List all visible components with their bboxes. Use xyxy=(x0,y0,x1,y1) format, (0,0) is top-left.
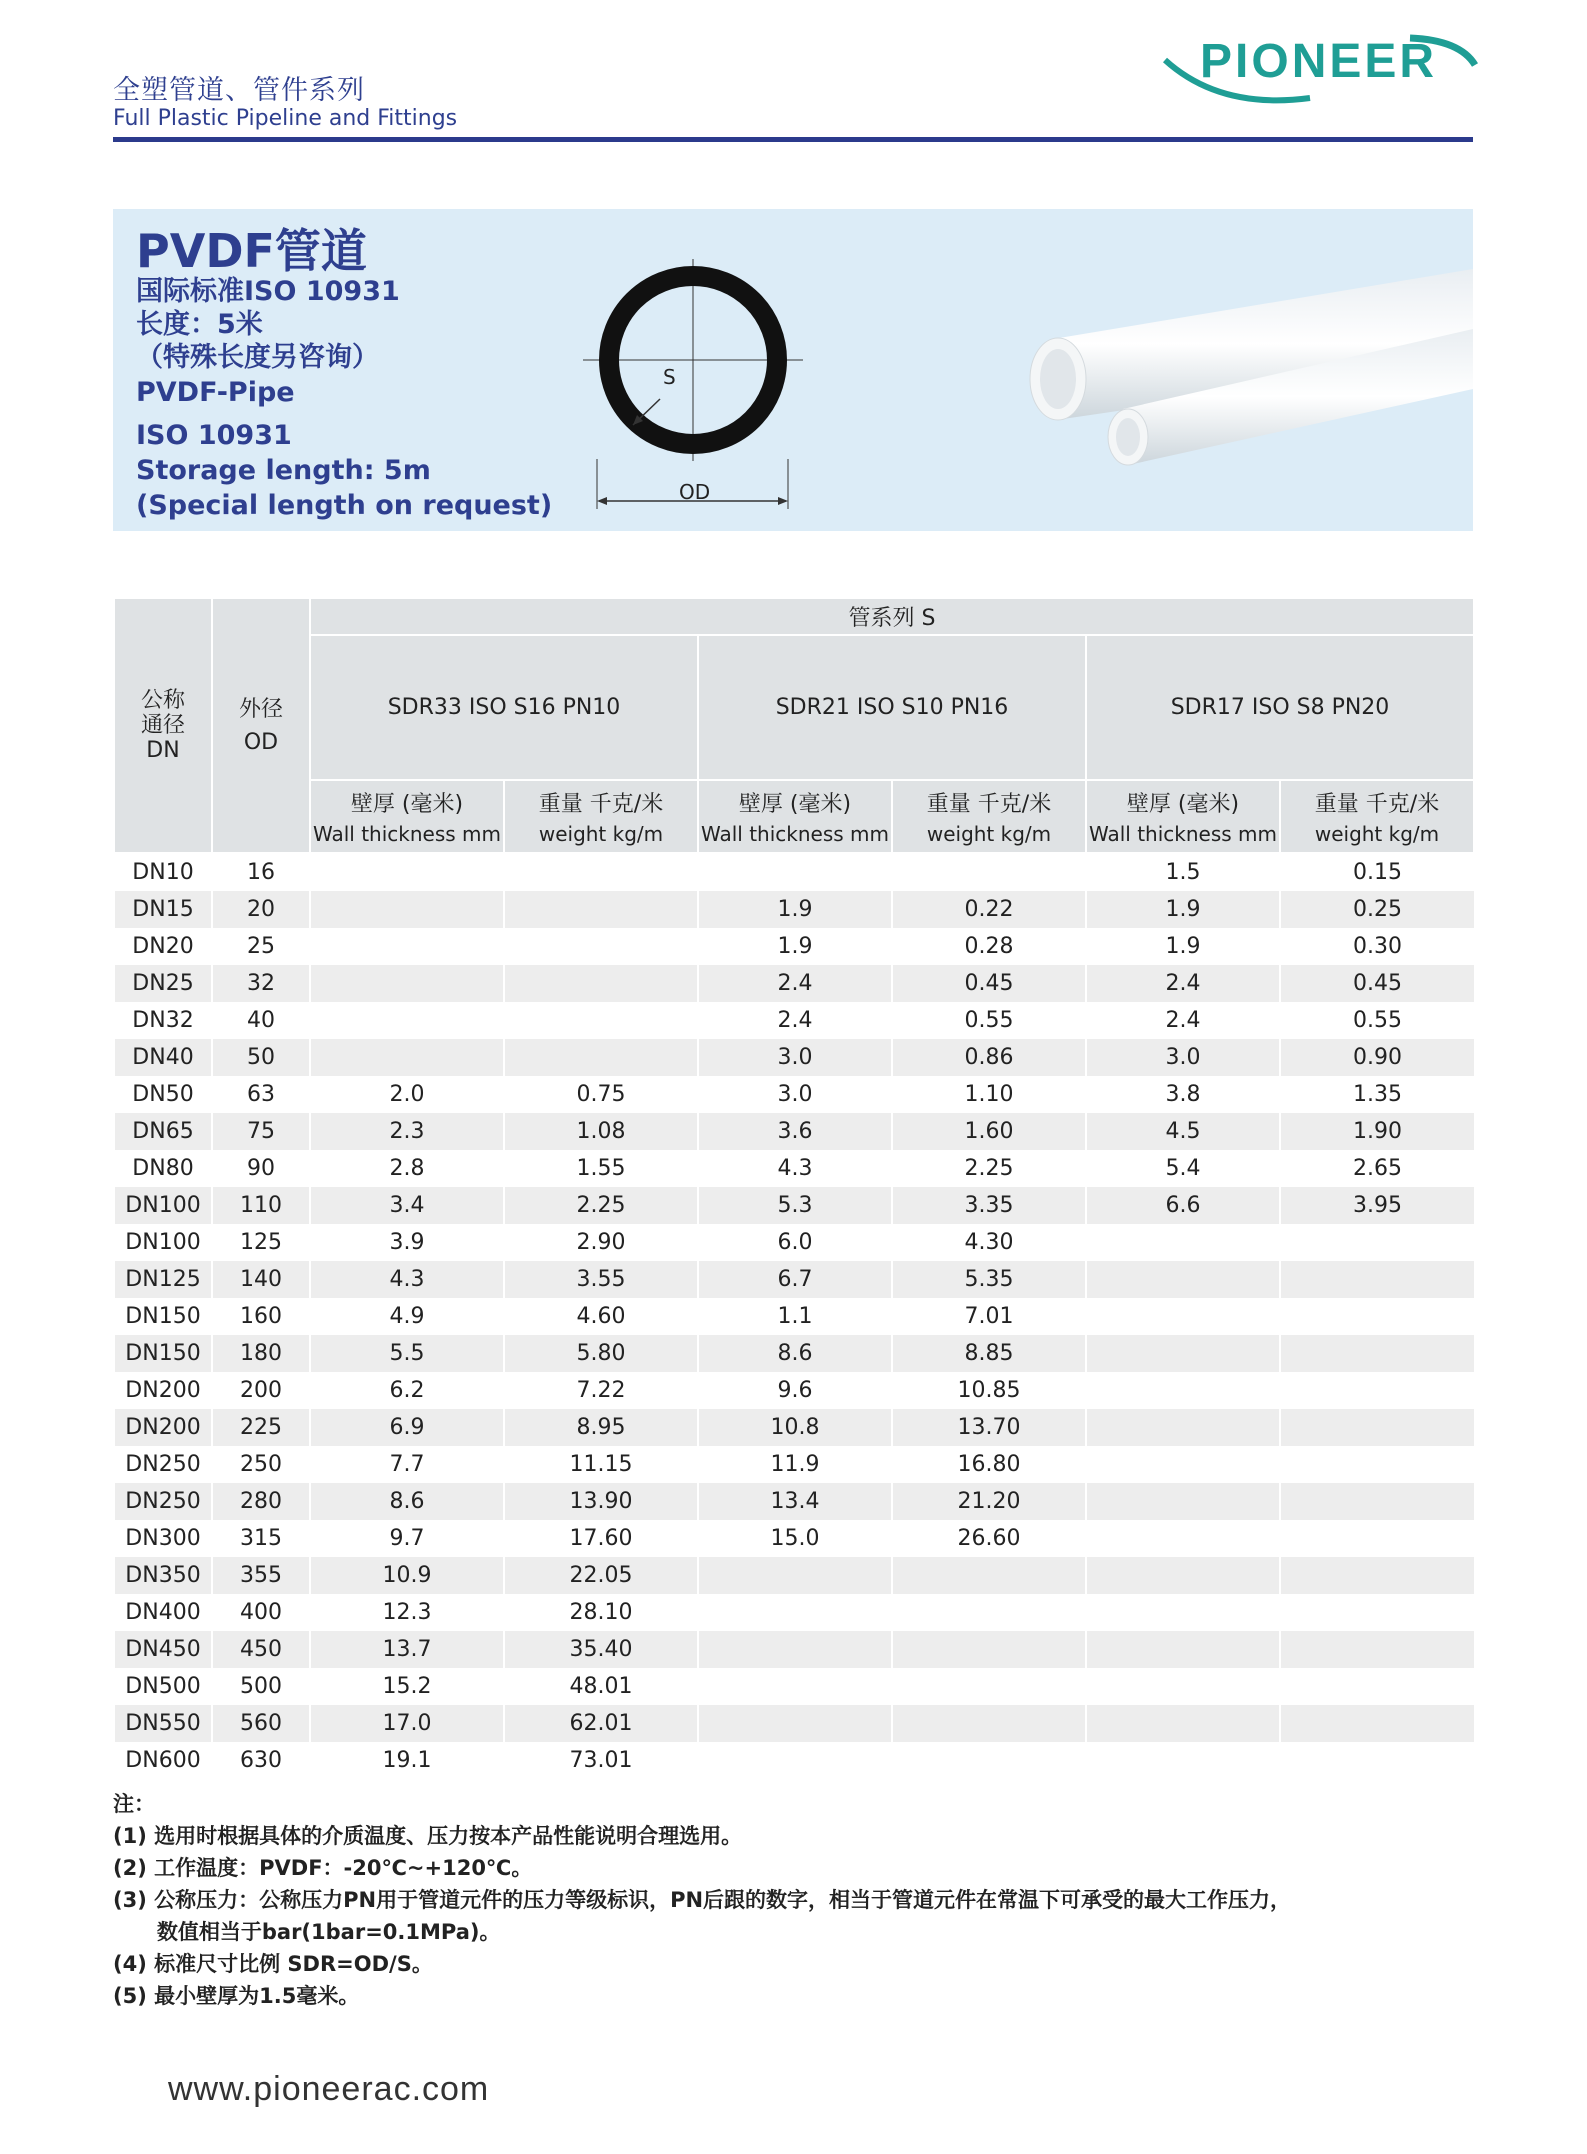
table-cell: 250 xyxy=(212,1446,310,1483)
table-row xyxy=(114,1668,1474,1705)
table-row xyxy=(114,1076,1474,1113)
table-cell: 1.55 xyxy=(504,1150,698,1187)
table-cell: 13.90 xyxy=(504,1483,698,1520)
table-cell xyxy=(1280,1483,1474,1520)
table-cell: 5.5 xyxy=(310,1335,504,1372)
table-cell: 3.6 xyxy=(698,1113,892,1150)
table-row xyxy=(114,1224,1474,1261)
diagram-s-label: S xyxy=(663,365,676,389)
table-cell: 4.60 xyxy=(504,1298,698,1335)
table-cell: 5.4 xyxy=(1086,1150,1280,1187)
table-cell xyxy=(1280,1742,1474,1779)
sub-header-wall: 壁厚 (毫米) Wall thickness mm xyxy=(310,780,504,853)
table-cell: DN200 xyxy=(114,1409,212,1446)
brand-logo xyxy=(1160,20,1480,110)
table-row xyxy=(114,1150,1474,1187)
table-cell xyxy=(698,1705,892,1742)
table-cell: 0.55 xyxy=(892,1002,1086,1039)
table-cell xyxy=(698,1557,892,1594)
table-row xyxy=(114,928,1474,965)
table-cell: 0.86 xyxy=(892,1039,1086,1076)
table-cell: DN200 xyxy=(114,1372,212,1409)
table-cell: 2.0 xyxy=(310,1076,504,1113)
table-cell: 4.3 xyxy=(310,1261,504,1298)
table-cell xyxy=(310,1002,504,1039)
table-cell xyxy=(1280,1372,1474,1409)
table-cell: 9.6 xyxy=(698,1372,892,1409)
table-cell: 2.4 xyxy=(1086,1002,1280,1039)
banner-line-1: 国际标准ISO 10931 xyxy=(136,276,400,307)
table-cell: 1.9 xyxy=(698,891,892,928)
table-cell: 62.01 xyxy=(504,1705,698,1742)
table-cell: DN450 xyxy=(114,1631,212,1668)
table-cell xyxy=(504,1039,698,1076)
group-header-sdr17: SDR17 ISO S8 PN20 xyxy=(1086,635,1474,780)
table-cell: 2.8 xyxy=(310,1150,504,1187)
table-cell: 2.4 xyxy=(1086,965,1280,1002)
table-cell: 26.60 xyxy=(892,1520,1086,1557)
table-cell: 15.2 xyxy=(310,1668,504,1705)
table-cell: 6.2 xyxy=(310,1372,504,1409)
table-cell: 0.28 xyxy=(892,928,1086,965)
table-row xyxy=(114,1335,1474,1372)
table-cell: 315 xyxy=(212,1520,310,1557)
table-cell: 4.3 xyxy=(698,1150,892,1187)
table-cell: 400 xyxy=(212,1594,310,1631)
table-cell: 19.1 xyxy=(310,1742,504,1779)
table-cell: 450 xyxy=(212,1631,310,1668)
table-row xyxy=(114,1113,1474,1150)
table-cell: 50 xyxy=(212,1039,310,1076)
pipe-photo xyxy=(1023,249,1473,524)
table-row xyxy=(114,1409,1474,1446)
table-cell: 8.85 xyxy=(892,1335,1086,1372)
note-line: (3) 公称压力：公称压力PN用于管道元件的压力等级标识，PN后跟的数字，相当于管道元件在常温下可承受的最大工作压力， xyxy=(113,1888,1292,1912)
sub-header-weight: 重量 千克/米 weight kg/m xyxy=(1280,780,1474,853)
table-cell xyxy=(892,1668,1086,1705)
table-cell: 8.6 xyxy=(310,1483,504,1520)
col-header-dn: 公称 通径 DN xyxy=(114,598,212,853)
table-cell: 630 xyxy=(212,1742,310,1779)
table-row xyxy=(114,1483,1474,1520)
table-cell: DN250 xyxy=(114,1483,212,1520)
note-line: 注： xyxy=(113,1792,155,1816)
table-cell xyxy=(1280,1557,1474,1594)
table-cell: 7.22 xyxy=(504,1372,698,1409)
table-cell: 0.55 xyxy=(1280,1002,1474,1039)
table-cell: DN25 xyxy=(114,965,212,1002)
table-cell xyxy=(1086,1557,1280,1594)
table-cell: 280 xyxy=(212,1483,310,1520)
table-cell: 0.45 xyxy=(892,965,1086,1002)
table-cell: 73.01 xyxy=(504,1742,698,1779)
banner-line-6: Storage length: 5m xyxy=(136,455,431,486)
table-cell: 21.20 xyxy=(892,1483,1086,1520)
table-cell xyxy=(1086,1705,1280,1742)
table-cell: DN150 xyxy=(114,1298,212,1335)
table-cell: 1.35 xyxy=(1280,1076,1474,1113)
table-cell: 9.7 xyxy=(310,1520,504,1557)
table-cell: 0.30 xyxy=(1280,928,1474,965)
table-cell: DN600 xyxy=(114,1742,212,1779)
table-cell xyxy=(1280,1335,1474,1372)
table-cell: 1.9 xyxy=(1086,928,1280,965)
table-cell: 32 xyxy=(212,965,310,1002)
table-cell: 0.90 xyxy=(1280,1039,1474,1076)
table-cell: 16.80 xyxy=(892,1446,1086,1483)
table-cell: 560 xyxy=(212,1705,310,1742)
table-cell xyxy=(310,928,504,965)
table-cell xyxy=(1280,1446,1474,1483)
table-cell: DN150 xyxy=(114,1335,212,1372)
table-cell: DN500 xyxy=(114,1668,212,1705)
table-cell xyxy=(698,1668,892,1705)
table-cell: 355 xyxy=(212,1557,310,1594)
table-cell: 3.8 xyxy=(1086,1076,1280,1113)
table-row xyxy=(114,1557,1474,1594)
table-cell: 13.4 xyxy=(698,1483,892,1520)
brand-name: PIONEER xyxy=(1200,35,1438,88)
table-cell: DN20 xyxy=(114,928,212,965)
table-row xyxy=(114,1298,1474,1335)
table-cell: 5.80 xyxy=(504,1335,698,1372)
table-cell: 1.5 xyxy=(1086,853,1280,891)
table-cell xyxy=(892,1594,1086,1631)
table-cell xyxy=(1086,1594,1280,1631)
table-cell: 13.7 xyxy=(310,1631,504,1668)
table-cell: DN80 xyxy=(114,1150,212,1187)
banner-line-7: (Special length on request) xyxy=(136,490,553,521)
table-cell: 17.0 xyxy=(310,1705,504,1742)
table-cell: 2.4 xyxy=(698,1002,892,1039)
table-cell xyxy=(892,853,1086,891)
table-cell xyxy=(1280,1261,1474,1298)
table-cell xyxy=(1086,1483,1280,1520)
table-cell: 90 xyxy=(212,1150,310,1187)
banner-line-2: 长度：5米 xyxy=(136,309,263,340)
table-cell xyxy=(892,1742,1086,1779)
pipe-cross-section-diagram xyxy=(583,249,803,509)
table-cell: 500 xyxy=(212,1668,310,1705)
group-header-sdr33: SDR33 ISO S16 PN10 xyxy=(310,635,698,780)
table-cell: 7.01 xyxy=(892,1298,1086,1335)
table-row xyxy=(114,1594,1474,1631)
table-cell: DN40 xyxy=(114,1039,212,1076)
table-cell: 2.4 xyxy=(698,965,892,1002)
table-row xyxy=(114,1372,1474,1409)
table-row xyxy=(114,1631,1474,1668)
table-cell: 1.1 xyxy=(698,1298,892,1335)
banner-line-3: （特殊长度另咨询） xyxy=(136,342,379,373)
table-cell: 40 xyxy=(212,1002,310,1039)
table-cell: 10.9 xyxy=(310,1557,504,1594)
table-cell xyxy=(1086,1631,1280,1668)
table-row xyxy=(114,1742,1474,1779)
sub-header-wall: 壁厚 (毫米) Wall thickness mm xyxy=(698,780,892,853)
table-cell xyxy=(892,1705,1086,1742)
table-cell xyxy=(1086,1409,1280,1446)
table-row xyxy=(114,965,1474,1002)
table-cell: DN100 xyxy=(114,1224,212,1261)
table-cell: 180 xyxy=(212,1335,310,1372)
table-cell: 3.95 xyxy=(1280,1187,1474,1224)
table-cell: 3.0 xyxy=(1086,1039,1280,1076)
table-row xyxy=(114,1705,1474,1742)
table-cell xyxy=(892,1557,1086,1594)
group-header-sdr21: SDR21 ISO S10 PN16 xyxy=(698,635,1086,780)
col-header-od: 外径 OD xyxy=(212,598,310,853)
table-cell: 20 xyxy=(212,891,310,928)
header-title-cn: 全塑管道、管件系列 xyxy=(113,75,365,106)
table-cell xyxy=(1280,1298,1474,1335)
table-cell: 2.3 xyxy=(310,1113,504,1150)
table-cell: DN10 xyxy=(114,853,212,891)
table-cell: DN550 xyxy=(114,1705,212,1742)
table-cell: 3.0 xyxy=(698,1039,892,1076)
table-cell: 0.22 xyxy=(892,891,1086,928)
table-cell: 25 xyxy=(212,928,310,965)
table-cell: 8.95 xyxy=(504,1409,698,1446)
table-cell: DN15 xyxy=(114,891,212,928)
table-cell xyxy=(504,891,698,928)
table-cell: 75 xyxy=(212,1113,310,1150)
table-cell: 225 xyxy=(212,1409,310,1446)
table-cell xyxy=(1086,1446,1280,1483)
table-cell: 8.6 xyxy=(698,1335,892,1372)
table-cell: 17.60 xyxy=(504,1520,698,1557)
table-cell xyxy=(504,1002,698,1039)
table-cell: 11.9 xyxy=(698,1446,892,1483)
website-url[interactable]: www.pioneerac.com xyxy=(168,2070,490,2108)
table-cell: 3.55 xyxy=(504,1261,698,1298)
table-cell: 3.35 xyxy=(892,1187,1086,1224)
table-cell xyxy=(892,1631,1086,1668)
table-cell xyxy=(1086,1224,1280,1261)
table-cell: DN100 xyxy=(114,1187,212,1224)
table-cell xyxy=(698,1631,892,1668)
banner-line-4: PVDF-Pipe xyxy=(136,377,295,408)
table-cell: 4.5 xyxy=(1086,1113,1280,1150)
table-cell: 2.25 xyxy=(892,1150,1086,1187)
table-cell xyxy=(504,853,698,891)
table-cell xyxy=(310,1039,504,1076)
table-cell: 10.85 xyxy=(892,1372,1086,1409)
table-cell: 3.0 xyxy=(698,1076,892,1113)
table-cell: 6.9 xyxy=(310,1409,504,1446)
group-title: 管系列 S xyxy=(310,598,1474,635)
table-cell xyxy=(1280,1224,1474,1261)
table-row xyxy=(114,1002,1474,1039)
table-cell: 15.0 xyxy=(698,1520,892,1557)
table-cell: 2.25 xyxy=(504,1187,698,1224)
table-cell: 35.40 xyxy=(504,1631,698,1668)
table-cell xyxy=(1086,1261,1280,1298)
sub-header-wall: 壁厚 (毫米) Wall thickness mm xyxy=(1086,780,1280,853)
table-cell: 0.75 xyxy=(504,1076,698,1113)
note-line: (5) 最小壁厚为1.5毫米。 xyxy=(113,1984,360,2008)
table-cell: 110 xyxy=(212,1187,310,1224)
table-cell: DN350 xyxy=(114,1557,212,1594)
table-cell xyxy=(1280,1520,1474,1557)
sub-header-weight: 重量 千克/米 weight kg/m xyxy=(504,780,698,853)
table-row xyxy=(114,1520,1474,1557)
table-cell: 1.08 xyxy=(504,1113,698,1150)
table-cell: 3.9 xyxy=(310,1224,504,1261)
table-cell: 12.3 xyxy=(310,1594,504,1631)
table-cell xyxy=(310,853,504,891)
note-line: (1) 选用时根据具体的介质温度、压力按本产品性能说明合理选用。 xyxy=(113,1824,743,1848)
table-cell xyxy=(310,891,504,928)
table-cell: 2.65 xyxy=(1280,1150,1474,1187)
table-cell: 6.0 xyxy=(698,1224,892,1261)
table-cell xyxy=(1280,1631,1474,1668)
table-cell: 6.7 xyxy=(698,1261,892,1298)
table-row xyxy=(114,853,1474,891)
table-cell: 0.45 xyxy=(1280,965,1474,1002)
sub-header-weight: 重量 千克/米 weight kg/m xyxy=(892,780,1086,853)
table-cell: 160 xyxy=(212,1298,310,1335)
table-cell: DN300 xyxy=(114,1520,212,1557)
table-row xyxy=(114,1039,1474,1076)
banner-line-5: ISO 10931 xyxy=(136,420,292,451)
table-cell xyxy=(698,1742,892,1779)
table-cell: 1.9 xyxy=(1086,891,1280,928)
table-cell xyxy=(1280,1409,1474,1446)
table-cell: DN32 xyxy=(114,1002,212,1039)
table-cell: 140 xyxy=(212,1261,310,1298)
table-cell: 5.3 xyxy=(698,1187,892,1224)
table-cell xyxy=(1086,1372,1280,1409)
table-cell: 11.15 xyxy=(504,1446,698,1483)
table-cell xyxy=(698,1594,892,1631)
table-cell: 200 xyxy=(212,1372,310,1409)
table-cell: 2.90 xyxy=(504,1224,698,1261)
table-cell xyxy=(698,853,892,891)
table-cell xyxy=(1280,1668,1474,1705)
table-cell: DN400 xyxy=(114,1594,212,1631)
notes xyxy=(113,1788,1291,2012)
table-cell: 1.60 xyxy=(892,1113,1086,1150)
table-cell: DN65 xyxy=(114,1113,212,1150)
table-cell: 4.30 xyxy=(892,1224,1086,1261)
table-cell xyxy=(1086,1335,1280,1372)
table-cell: 13.70 xyxy=(892,1409,1086,1446)
table-cell: 63 xyxy=(212,1076,310,1113)
table-cell xyxy=(504,965,698,1002)
table-cell: 1.10 xyxy=(892,1076,1086,1113)
table-cell: 6.6 xyxy=(1086,1187,1280,1224)
table-cell: DN50 xyxy=(114,1076,212,1113)
table-cell: 5.35 xyxy=(892,1261,1086,1298)
note-line: 数值相当于bar(1bar=0.1MPa)。 xyxy=(113,1920,501,1944)
table-cell: DN250 xyxy=(114,1446,212,1483)
table-cell: DN125 xyxy=(114,1261,212,1298)
table-cell xyxy=(310,965,504,1002)
table-cell: 10.8 xyxy=(698,1409,892,1446)
table-cell: 1.90 xyxy=(1280,1113,1474,1150)
table-row xyxy=(114,1187,1474,1224)
table-row xyxy=(114,1446,1474,1483)
table-cell xyxy=(1086,1742,1280,1779)
table-cell: 16 xyxy=(212,853,310,891)
header-title-en: Full Plastic Pipeline and Fittings xyxy=(113,106,458,131)
diagram-od-label: OD xyxy=(679,480,711,504)
product-banner xyxy=(113,209,1473,531)
table-cell: 28.10 xyxy=(504,1594,698,1631)
table-cell: 0.25 xyxy=(1280,891,1474,928)
table-cell: 125 xyxy=(212,1224,310,1261)
table-cell xyxy=(1086,1520,1280,1557)
table-cell: 1.9 xyxy=(698,928,892,965)
table-cell xyxy=(1086,1668,1280,1705)
table-cell xyxy=(1086,1298,1280,1335)
header-rule xyxy=(113,137,1473,142)
table-cell xyxy=(1280,1705,1474,1742)
pipe-spec-table xyxy=(113,597,1473,1779)
table-cell: 22.05 xyxy=(504,1557,698,1594)
table-row xyxy=(114,1261,1474,1298)
table-cell xyxy=(1280,1594,1474,1631)
table-cell: 7.7 xyxy=(310,1446,504,1483)
table-cell: 4.9 xyxy=(310,1298,504,1335)
table-cell: 48.01 xyxy=(504,1668,698,1705)
table-cell: 3.4 xyxy=(310,1187,504,1224)
product-title: PVDF管道 xyxy=(136,224,367,278)
table-cell xyxy=(504,928,698,965)
table-cell: 0.15 xyxy=(1280,853,1474,891)
table-row xyxy=(114,891,1474,928)
note-line: (2) 工作温度：PVDF：-20℃~+120℃。 xyxy=(113,1856,533,1880)
note-line: (4) 标准尺寸比例 SDR=OD/S。 xyxy=(113,1952,433,1976)
